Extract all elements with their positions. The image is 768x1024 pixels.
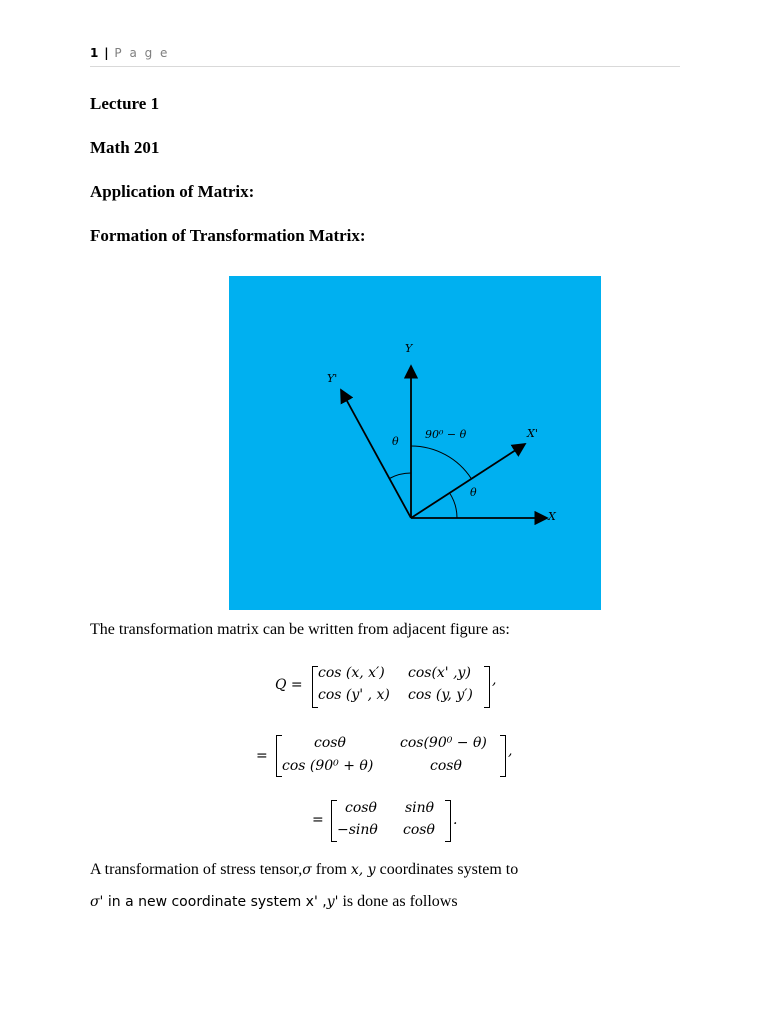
y-prime-symbol: y' <box>326 894 339 910</box>
eq3-matrix <box>331 798 457 844</box>
sigma-prime-symbol: σ' <box>90 894 104 910</box>
header-separator: | <box>104 46 109 60</box>
eq2-r1c2: cos(90⁰ − θ) <box>400 735 487 751</box>
xy-symbol: x, y <box>350 862 376 878</box>
eq1-right-bracket <box>484 666 490 708</box>
eq1-r1c1: cos (x, x′) <box>318 665 385 681</box>
eq1-trail: , <box>492 672 497 688</box>
angle-arc-theta-bottom <box>450 493 457 518</box>
label-theta-bottom: θ <box>470 486 477 499</box>
eq1-r2c2: cos (y, y′) <box>408 687 473 703</box>
eq3-r2c1: −sinθ <box>337 822 378 838</box>
label-theta-left: θ <box>392 435 399 448</box>
eq3-r1c2: sinθ <box>405 800 435 816</box>
angle-arc-theta-left <box>389 473 411 479</box>
eq2-r2c2: cosθ <box>430 758 462 774</box>
eq3-trail: . <box>453 812 458 828</box>
label-y-prime: Y' <box>327 372 338 385</box>
stress-line1-a: A transformation of stress tensor, <box>90 861 303 878</box>
lecture-heading: Lecture 1 <box>90 94 160 113</box>
x-prime-axis <box>411 444 525 518</box>
page-number: 1 <box>90 46 99 60</box>
angle-arc-complement <box>411 446 471 479</box>
formation-heading: Formation of Transformation Matrix: <box>90 226 366 245</box>
transformation-figure <box>229 276 601 610</box>
label-y: Y <box>405 342 413 355</box>
application-heading: Application of Matrix: <box>90 182 255 201</box>
stress-line1-c: coordinates system to <box>375 861 519 878</box>
page-header <box>90 46 680 67</box>
eq3-r1c1: cosθ <box>345 800 377 816</box>
eq3-lhs: = <box>312 812 324 828</box>
page-label: P a g e <box>114 46 170 60</box>
stress-line-2 <box>90 893 458 911</box>
label-x: X <box>548 510 556 523</box>
eq2-r2c1: cos (90⁰ + θ) <box>282 758 374 774</box>
eq2-lhs: = <box>256 748 268 764</box>
eq1-r2c1: cos (y' , x) <box>318 687 390 703</box>
course-heading: Math 201 <box>90 138 160 157</box>
eq1-r1c2: cos(x' ,y) <box>408 665 471 681</box>
eq3-r2c2: cosθ <box>403 822 435 838</box>
eq2-right-bracket <box>500 735 506 777</box>
eq1-matrix <box>312 664 497 710</box>
stress-line2-a: in a new coordinate system x' , <box>103 894 327 910</box>
eq2-trail: , <box>508 743 513 759</box>
eq2-r1c1: cosθ <box>314 735 346 751</box>
eq3-right-bracket <box>445 800 451 842</box>
eq2-matrix <box>276 733 512 779</box>
label-complement-angle: 90⁰ − θ <box>425 428 467 441</box>
stress-line2-b: is done as follows <box>338 893 458 910</box>
eq1-lhs: Q = <box>275 677 303 693</box>
intro-text: The transformation matrix can be written from adjacent figure as: <box>90 621 510 638</box>
stress-line1-b: from <box>311 861 351 878</box>
y-prime-axis <box>341 390 411 518</box>
stress-line-1 <box>90 861 518 879</box>
label-x-prime: X' <box>527 427 538 440</box>
sigma-symbol: σ <box>302 862 312 878</box>
axes-diagram <box>229 276 601 610</box>
